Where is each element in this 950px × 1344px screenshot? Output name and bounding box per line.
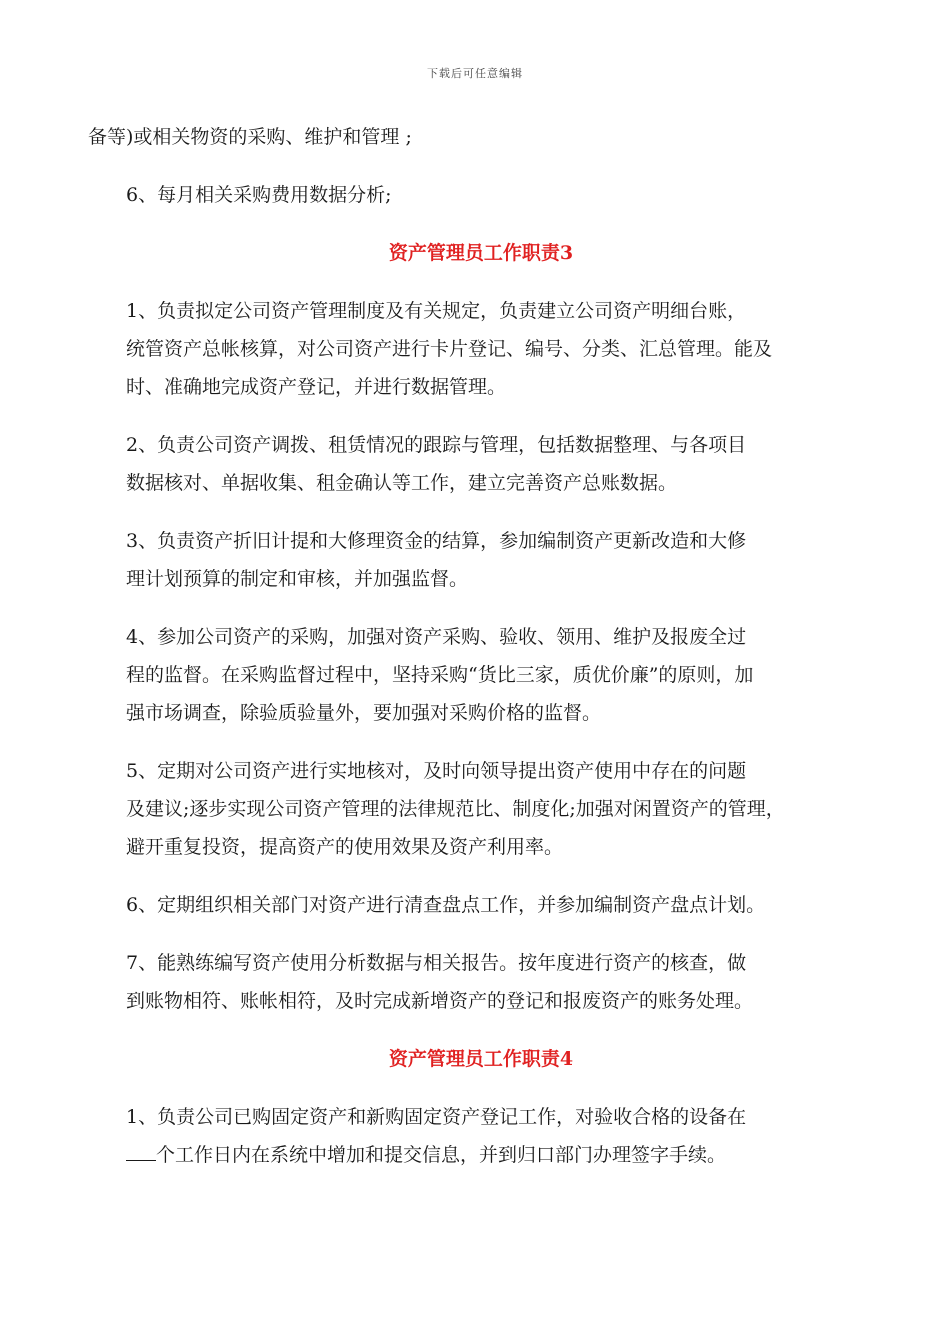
- paragraph-line: 程的监督。在采购监督过程中，坚持采购“货比三家，质优价廉”的原则，加: [126, 664, 754, 686]
- paragraph-line: 1、负责公司已购固定资产和新购固定资产登记工作，对验收合格的设备在: [126, 1106, 747, 1128]
- paragraph-line-with-blank: [88, 1136, 874, 1174]
- section-4-title: 资产管理员工作职责4: [388, 1048, 574, 1070]
- section-3-item-5: [88, 752, 874, 866]
- paragraph-line: 时、准确地完成资产登记，并进行数据管理。: [126, 376, 507, 398]
- paragraph-line: 6、定期组织相关部门对资产进行清查盘点工作，并参加编制资产盘点计划。: [126, 894, 766, 916]
- paragraph-line: 避开重复投资，提高资产的使用效果及资产利用率。: [126, 836, 564, 858]
- section-3-item-6: [88, 886, 874, 924]
- paragraph-line: 1、负责拟定公司资产管理制度及有关规定，负责建立公司资产明细台账，: [126, 300, 747, 322]
- section-4-item-1: [88, 1098, 874, 1174]
- paragraph-line-text: 个工作日内在系统中增加和提交信息，并到归口部门办理签字手续。: [156, 1144, 727, 1166]
- intro-continuation: 备等)或相关物资的采购、维护和管理 ;: [88, 126, 412, 148]
- section-3-item-4: [88, 618, 874, 732]
- paragraph-line: 及建议;逐步实现公司资产管理的法律规范比、制度化;加强对闲置资产的管理，: [126, 798, 785, 820]
- paragraph-line: 到账物相符、账帐相符，及时完成新增资产的登记和报废资产的账务处理。: [126, 990, 754, 1012]
- paragraph-line: 7、能熟练编写资产使用分析数据与相关报告。按年度进行资产的核查，做: [126, 952, 747, 974]
- paragraph-line: 5、定期对公司资产进行实地核对，及时向领导提出资产使用中存在的问题: [126, 760, 747, 782]
- fill-in-blank: [126, 1140, 156, 1161]
- paragraph-line: 3、负责资产折旧计提和大修理资金的结算，参加编制资产更新改造和大修: [126, 530, 747, 552]
- paragraph-line: 2、负责公司资产调拨、租赁情况的跟踪与管理，包括数据整理、与各项目: [126, 434, 747, 456]
- header-note: 下载后可任意编辑: [427, 67, 523, 80]
- section-3-item-3: [88, 522, 874, 598]
- paragraph-line: 4、参加公司资产的采购，加强对资产采购、验收、领用、维护及报废全过: [126, 626, 747, 648]
- document-body: [88, 118, 874, 1194]
- paragraph-line: 强市场调查，除验质验量外，要加强对采购价格的监督。: [126, 702, 602, 724]
- section-3-item-7: [88, 944, 874, 1020]
- section-3-item-2: [88, 426, 874, 502]
- paragraph-line: 数据核对、单据收集、租金确认等工作，建立完善资产总账数据。: [126, 472, 678, 494]
- section-3-title: 资产管理员工作职责3: [388, 242, 574, 264]
- paragraph-line: 理计划预算的制定和审核，并加强监督。: [126, 568, 469, 590]
- intro-item-6: 6、每月相关采购费用数据分析;: [126, 184, 392, 206]
- paragraph-line: 统管资产总帐核算，对公司资产进行卡片登记、编号、分类、汇总管理。能及: [126, 338, 773, 360]
- section-3-item-1: [88, 292, 874, 406]
